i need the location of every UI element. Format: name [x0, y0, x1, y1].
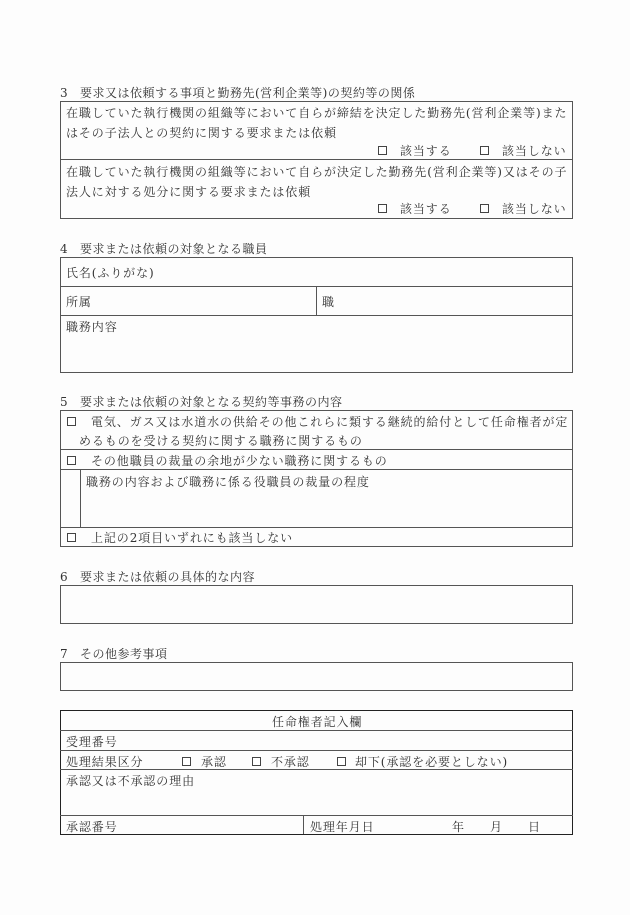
section5-option2-checkbox[interactable] [67, 456, 76, 465]
section3-heading [60, 84, 415, 101]
date-month-label: 月 [490, 820, 503, 834]
section5-number: 5 [60, 395, 69, 409]
result-reject-label: 却下(承認を必要としない) [355, 755, 509, 769]
result-approve-checkbox[interactable] [182, 757, 191, 766]
approval-number-label: 承認番号 [66, 820, 118, 834]
receipt-number-label: 受理番号 [66, 735, 118, 749]
name-field-label: 氏名(ふりがな) [66, 266, 155, 280]
section4-number: 4 [60, 242, 69, 256]
section3-row1-yes-checkbox[interactable] [378, 146, 387, 155]
section3-row1-yes-label: 該当する [400, 144, 452, 158]
section4-divider-2 [60, 315, 573, 316]
date-label: 処理年月日 [310, 820, 375, 834]
section3-row2-yes-checkbox[interactable] [378, 204, 387, 213]
section5-option1-line1: 電気、ガス又は水道水の供給その他これらに類する継続的給付として任命権者が定 [91, 415, 569, 429]
affiliation-field-label: 所属 [66, 295, 92, 309]
reason-label: 承認又は不承認の理由 [66, 774, 196, 788]
section3-row2-line2: 法人に対する処分に関する要求または依頼 [66, 185, 312, 199]
section7-number: 7 [60, 647, 69, 661]
result-reject-checkbox[interactable] [337, 757, 346, 766]
section3-divider [60, 159, 573, 160]
name-field[interactable] [160, 258, 570, 285]
section3-row1-line2: はその子法人との契約に関する要求または依頼 [66, 126, 337, 140]
section5-option1-line2: めるものを受ける契約に関する職務に関するもの [79, 434, 363, 448]
section3-row2-line1: 在職していた執行機関の組織等において自らが決定した勤務先(営利企業等)又はその子 [66, 165, 568, 179]
section5-option3-label: 上記の2項目いずれにも該当しない [91, 531, 294, 545]
section4-heading [60, 240, 268, 257]
section5-divider-1 [60, 449, 573, 450]
reason-field[interactable] [62, 788, 570, 814]
appointer-vdivider [303, 815, 304, 834]
section3-row1-no-label: 該当しない [502, 144, 567, 158]
section6-number: 6 [60, 570, 69, 584]
section6-title: 要求または依頼の具体的な内容 [80, 570, 256, 584]
section7-title: その他参考事項 [80, 647, 168, 661]
section5-divider-3 [60, 527, 573, 528]
result-label: 処理結果区分 [66, 755, 144, 769]
section3-row2-no-checkbox[interactable] [480, 204, 489, 213]
affiliation-field[interactable] [100, 287, 314, 314]
section3-row1-line1: 在職していた執行機関の組織等において自らが締結を決定した勤務先(営利企業等)また [66, 106, 568, 120]
section5-heading [60, 393, 343, 410]
section4-vdivider [316, 286, 317, 315]
result-approve-label: 承認 [201, 755, 227, 769]
section6-heading [60, 568, 255, 585]
section5-option2-detail-label: 職務の内容および職務に係る役職員の裁量の程度 [86, 475, 370, 489]
position-field[interactable] [340, 287, 570, 314]
position-field-label: 職 [322, 295, 335, 309]
section6-field[interactable] [60, 585, 573, 624]
appointer-divider-2 [60, 750, 573, 751]
date-day-label: 日 [528, 820, 541, 834]
section3-title: 要求又は依頼する事項と勤務先(営利企業等)の契約等の関係 [80, 86, 416, 100]
section5-option2-label: その他職員の裁量の余地が少ない職務に関するもの [91, 454, 388, 468]
receipt-number-field[interactable] [130, 731, 570, 749]
section3-row1-no-checkbox[interactable] [480, 146, 489, 155]
duties-field[interactable] [62, 334, 570, 370]
section5-option3-checkbox[interactable] [67, 533, 76, 542]
section7-field[interactable] [60, 662, 573, 691]
appointer-title: 任命権者記入欄 [272, 715, 363, 729]
section5-inner-vdivider [80, 469, 81, 527]
section5-option1-checkbox[interactable] [67, 417, 76, 426]
section3-row2-no-label: 該当しない [502, 202, 567, 216]
section5-option2-detail-field[interactable] [82, 490, 570, 525]
result-disapprove-label: 不承認 [271, 755, 310, 769]
section5-title: 要求または依頼の対象となる契約等事務の内容 [80, 395, 343, 409]
section4-title: 要求または依頼の対象となる職員 [80, 242, 268, 256]
section5-divider-2 [60, 469, 573, 470]
date-year-label: 年 [452, 820, 465, 834]
result-disapprove-checkbox[interactable] [252, 757, 261, 766]
duties-field-label: 職務内容 [66, 320, 118, 334]
section7-heading [60, 645, 168, 662]
approval-number-field[interactable] [120, 816, 300, 834]
section3-number: 3 [60, 86, 69, 100]
section3-row2-yes-label: 該当する [400, 202, 452, 216]
